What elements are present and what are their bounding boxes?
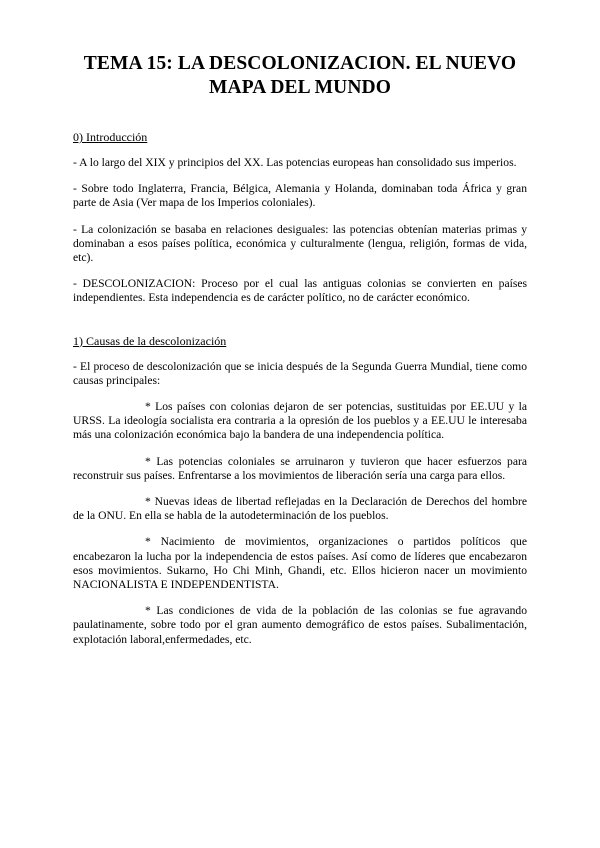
section-introduccion: [73, 130, 527, 306]
bullet-paragraph: * Las condiciones de vida de la población de las colonias se fue agravando paulatinamente, sobre todo por el gran aumento demográfico de estos países. Subalimentación, explotación laboral,enfermedades, etc.: [73, 604, 527, 646]
bullet-paragraph: * Los países con colonias dejaron de ser potencias, sustituidas por EE.UU y la URSS. La ideología socialista era contraria a la opresión de los pueblos y a EE.UU le interesaba más una colonización económica bajo la bandera de una independencia política.: [73, 400, 527, 442]
section-heading: 1) Causas de la descolonización: [73, 333, 227, 348]
spacer: [73, 318, 527, 334]
bullet-paragraph: * Nuevas ideas de libertad reflejadas en la Declaración de Derechos del hombre de la ONU. En ella se habla de la autodeterminación de los pueblos.: [73, 495, 527, 523]
paragraph: - DESCOLONIZACION: Proceso por el cual las antiguas colonias se convierten en países independientes. Esta independencia es de carácter político, no de carácter económico.: [73, 277, 527, 305]
paragraph: - Sobre todo Inglaterra, Francia, Bélgica, Alemania y Holanda, dominaban toda África y gran parte de Asia (Ver mapa de los Imperios coloniales).: [73, 182, 527, 210]
section-causas: [73, 334, 527, 647]
section-heading: 0) Introducción: [73, 130, 148, 144]
paragraph: - La colonización se basaba en relaciones desiguales: las potencias obtenían materias primas y dominaban a esos países política, económica y culturalmente (lengua, religión, formas de vida, etc).: [73, 222, 527, 265]
bullet-paragraph: * Las potencias coloniales se arruinaron y tuvieron que hacer esfuerzos para reconstruir sus países. Enfrentarse a los movimientos de liberación sería una carga para ellos.: [73, 454, 527, 482]
paragraph: - El proceso de descolonización que se inicia después de la Segunda Guerra Mundial, tiene como causas principales:: [73, 359, 527, 387]
bullet-paragraph: * Nacimiento de movimientos, organizaciones o partidos políticos que encabezaron la lucha por la independencia de estos países. Así como de líderes que encabezaron esos movimientos. Sukarno, Ho Chi Minh, Ghandi, etc. Ellos hicieron nacer un movimiento NACIONALISTA E INDEPENDENTISTA.: [73, 535, 527, 592]
page-title: TEMA 15: LA DESCOLONIZACION. EL NUEVO MAPA DEL MUNDO: [83, 53, 517, 98]
paragraph: - A lo largo del XIX y principios del XX. Las potencias europeas han consolidado sus imperios.: [73, 156, 517, 169]
